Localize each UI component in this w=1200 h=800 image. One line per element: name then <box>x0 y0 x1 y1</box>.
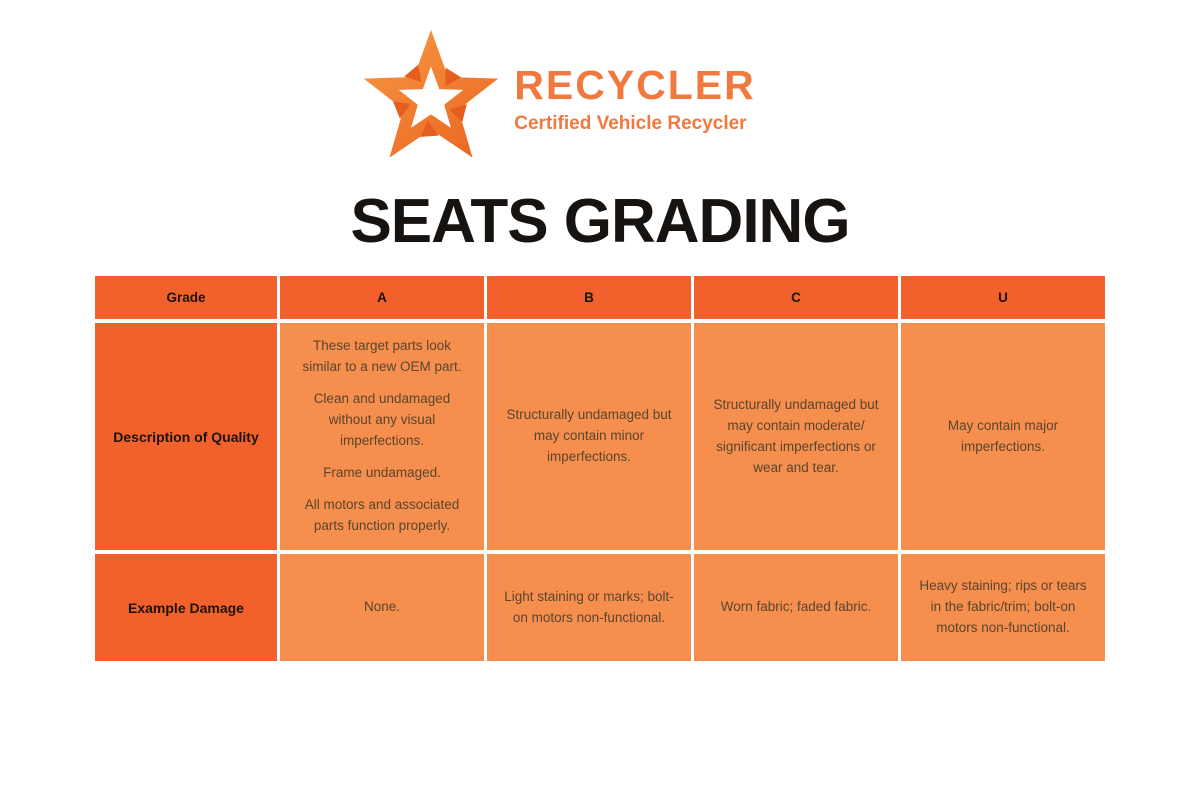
description-b-paragraph: Structurally undamaged but may contain minor imperfections. <box>506 407 672 465</box>
description-c-paragraph: Structurally undamaged but may contain moderate/ significant imperfections or wear and tear. <box>713 396 879 475</box>
page-title: SEATS GRADING <box>350 187 850 256</box>
row-label-example-damage: Example Damage <box>95 554 277 661</box>
description-u-paragraph: May contain major imperfections. <box>947 417 1059 454</box>
example-damage-c-paragraph: Worn fabric; faded fabric. <box>720 599 872 615</box>
example-damage-cell-grade-c <box>694 554 898 661</box>
recycling-star-icon <box>358 25 504 175</box>
header-cell-grade-a: A <box>280 276 484 319</box>
example-damage-b-paragraph: Light staining or marks; bolt-on motors non-functional. <box>504 588 674 625</box>
seats-grading-table <box>95 276 1105 661</box>
header-cell-grade-b: B <box>487 276 691 319</box>
logo-name: RECYCLER <box>514 62 756 108</box>
logo-tagline: Certified Vehicle Recycler <box>514 113 747 134</box>
header-cell-grade: Grade <box>95 276 277 319</box>
description-cell-grade-c <box>694 323 898 550</box>
description-a-paragraph: Clean and undamaged without any visual imperfections. <box>313 391 451 449</box>
logo-text <box>514 62 756 135</box>
description-cell-grade-a <box>280 323 484 550</box>
header-cell-grade-u: U <box>901 276 1105 319</box>
example-damage-cell-grade-a <box>280 554 484 661</box>
description-a-paragraph: All motors and associated parts function properly. <box>304 496 460 533</box>
recycler-logo <box>0 0 1157 175</box>
example-damage-u-paragraph: Heavy staining; rips or tears in the fabric/trim; bolt-on motors non-functional. <box>919 578 1087 636</box>
example-damage-cell-grade-b <box>487 554 691 661</box>
description-a-paragraph: Frame undamaged. <box>323 465 441 481</box>
description-cell-grade-b <box>487 323 691 550</box>
example-damage-a-paragraph: None. <box>363 599 401 615</box>
header-cell-grade-c: C <box>694 276 898 319</box>
description-a-paragraph: These target parts look similar to a new OEM part. <box>302 338 462 375</box>
row-label-description-of-quality: Description of Quality <box>95 323 277 550</box>
example-damage-cell-grade-u <box>901 554 1105 661</box>
description-cell-grade-u <box>901 323 1105 550</box>
